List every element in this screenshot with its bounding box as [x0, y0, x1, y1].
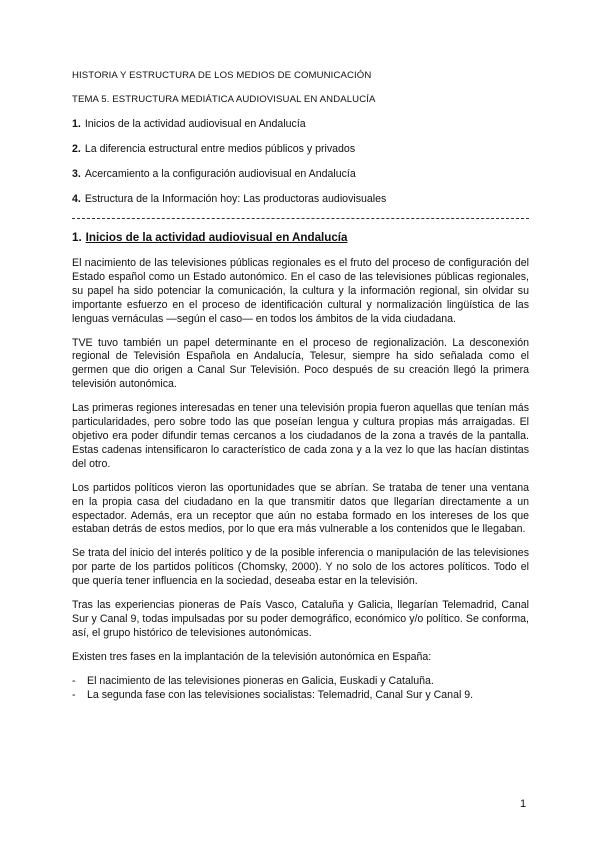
- body-paragraph: Las primeras regiones interesadas en tener una televisión propia fueron aquellas que tenían más particularidades, pero sobre todo las que poseían lengua y cultura propias más arraigadas. El objetivo era poder difundir temas cercanos a los ciudadanos de la zona a través de la pantalla. Estas cadenas intensificaron lo característico de cada zona y a la vez lo que las hacían distintas del otro.: [72, 402, 529, 470]
- body-paragraph: Tras las experiencias pioneras de País Vasco, Cataluña y Galicia, llegarían Telemadrid, Canal Sur y Canal 9, todas impulsadas por su poder demográfico, económico y/o político. Se conforma, así, el grupo histórico de televisiones autonómicas.: [72, 599, 529, 639]
- list-item: - El nacimiento de las televisiones pioneras en Galicia, Euskadi y Cataluña.: [72, 674, 434, 687]
- topic-title: TEMA 5. ESTRUCTURA MEDIÁTICA AUDIOVISUAL EN ANDALUCÍA: [72, 94, 376, 105]
- toc-item: 3. Acercamiento a la configuración audiovisual en Andalucía: [72, 168, 356, 180]
- table-of-contents: [72, 118, 529, 205]
- body-paragraph: TVE tuvo también un papel determinante en el proceso de regionalización. La desconexión regional de Televisión Española en Andalucía, Telesur, siempre ha sido señalada como el germen que dio origen a Canal Sur Televisión. Poco después de su creación llegó la primera televisión autonómica.: [72, 336, 529, 391]
- toc-item: 2. La diferencia estructural entre medios públicos y privados: [72, 143, 356, 155]
- document-page: [72, 70, 529, 702]
- page-number: 1: [520, 798, 527, 810]
- course-title: HISTORIA Y ESTRUCTURA DE LOS MEDIOS DE COMUNICACIÓN: [72, 70, 372, 81]
- section-divider: [72, 218, 529, 219]
- body-paragraph: Los partidos políticos vieron las oportunidades que se abrían. Se trataba de tener una ventana en la propia casa del ciudadano en la que transmitir datos que llegarían directamente a un espectador. Además, era un receptor que aún no estaba formado en los intereses de los que estaban detrás de estos medios, por lo que era más vulnerable a los contenidos que le llegaban.: [72, 481, 529, 536]
- toc-item: 1. Inicios de la actividad audiovisual en Andalucía: [72, 118, 306, 130]
- body-paragraph: Se trata del inicio del interés político y de la posible inferencia o manipulación de las televisiones por parte de los partidos políticos (Chomsky, 2000). Y no solo de los actores políticos. Todo el que quería tener influencia en la sociedad, deseaba estar en la televisión.: [72, 547, 529, 588]
- section-heading: 1. Inicios de la actividad audiovisual en Andalucía: [72, 231, 348, 244]
- body-paragraph: Existen tres fases en la implantación de la televisión autonómica en España:: [72, 650, 432, 663]
- list-item: - La segunda fase con las televisiones socialistas: Telemadrid, Canal Sur y Canal 9.: [72, 688, 474, 701]
- phases-list: [72, 675, 529, 703]
- body-paragraph: El nacimiento de las televisiones públicas regionales es el fruto del proceso de configuración del Estado español como un Estado autonómico. En el caso de las televisiones públicas regionales, su papel ha sido potenciar la comunicación, la cultura y la información regional, sin olvidar su importante esfuerzo en el proceso de identificación cultural y normalización lingüística de las lenguas vernáculas —según el caso— en todos los ámbitos de la vida ciudadana.: [72, 257, 529, 325]
- toc-item: 4. Estructura de la Información hoy: Las productoras audiovisuales: [72, 193, 387, 205]
